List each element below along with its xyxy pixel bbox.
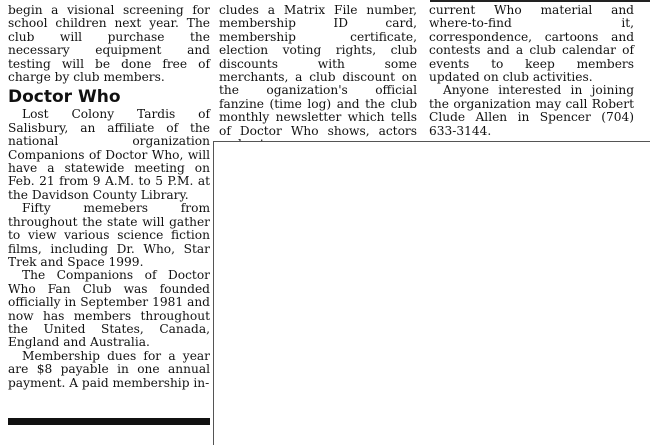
top-column-rule xyxy=(430,0,650,2)
article-paragraph-4: Membership dues for a year are $8 payable in one annual payment. A paid membership in- xyxy=(8,348,210,390)
intro-paragraph: begin a visional screening for school children next year. The club will purchase the necessary equipment and testing will be done free of charge by club members. xyxy=(8,3,210,85)
column-3 xyxy=(429,4,634,138)
article-headline: Doctor Who xyxy=(8,87,121,108)
continued-paragraph: cludes a Matrix File number, membership ID card, membership certificate, election voting rights, club discounts with some merchants, a club discount on the oganization's official fanzine (time log) and the club monthly newsletter which tells of Doctor Who shows, actors xyxy=(219,3,417,138)
column-1 xyxy=(8,4,210,390)
column-2 xyxy=(219,4,417,151)
blank-region xyxy=(213,141,650,445)
article-paragraph-2: Fifty memebers from throughout the state will gather to view various science fiction films, including Dr. Who, Star Trek and Space 1999. xyxy=(8,201,210,269)
end-of-article-rule xyxy=(8,418,210,425)
article-paragraph-1: Lost Colony Tardis of Salisbury, an affiliate of the national organization Companions of Doctor Who, will have a statewide meeting on Feb. 21 from 9 A.M. to 5 P.M. at the Davidson County Library. xyxy=(8,107,210,202)
continued-paragraph-col3: current Who material and where-to-find it, correspondence, cartoons and contests and a club calendar of events to keep members updated on club activities. xyxy=(429,3,634,85)
article-paragraph-3: The Companions of Doctor Who Fan Club was founded officially in September 1981 and now has members throughout the United States, Canada, England and Australia. xyxy=(8,268,210,350)
contact-paragraph: Anyone interested in joining the organization may call Robert Clude Allen in Spencer (704) 633-3144. xyxy=(429,83,634,138)
